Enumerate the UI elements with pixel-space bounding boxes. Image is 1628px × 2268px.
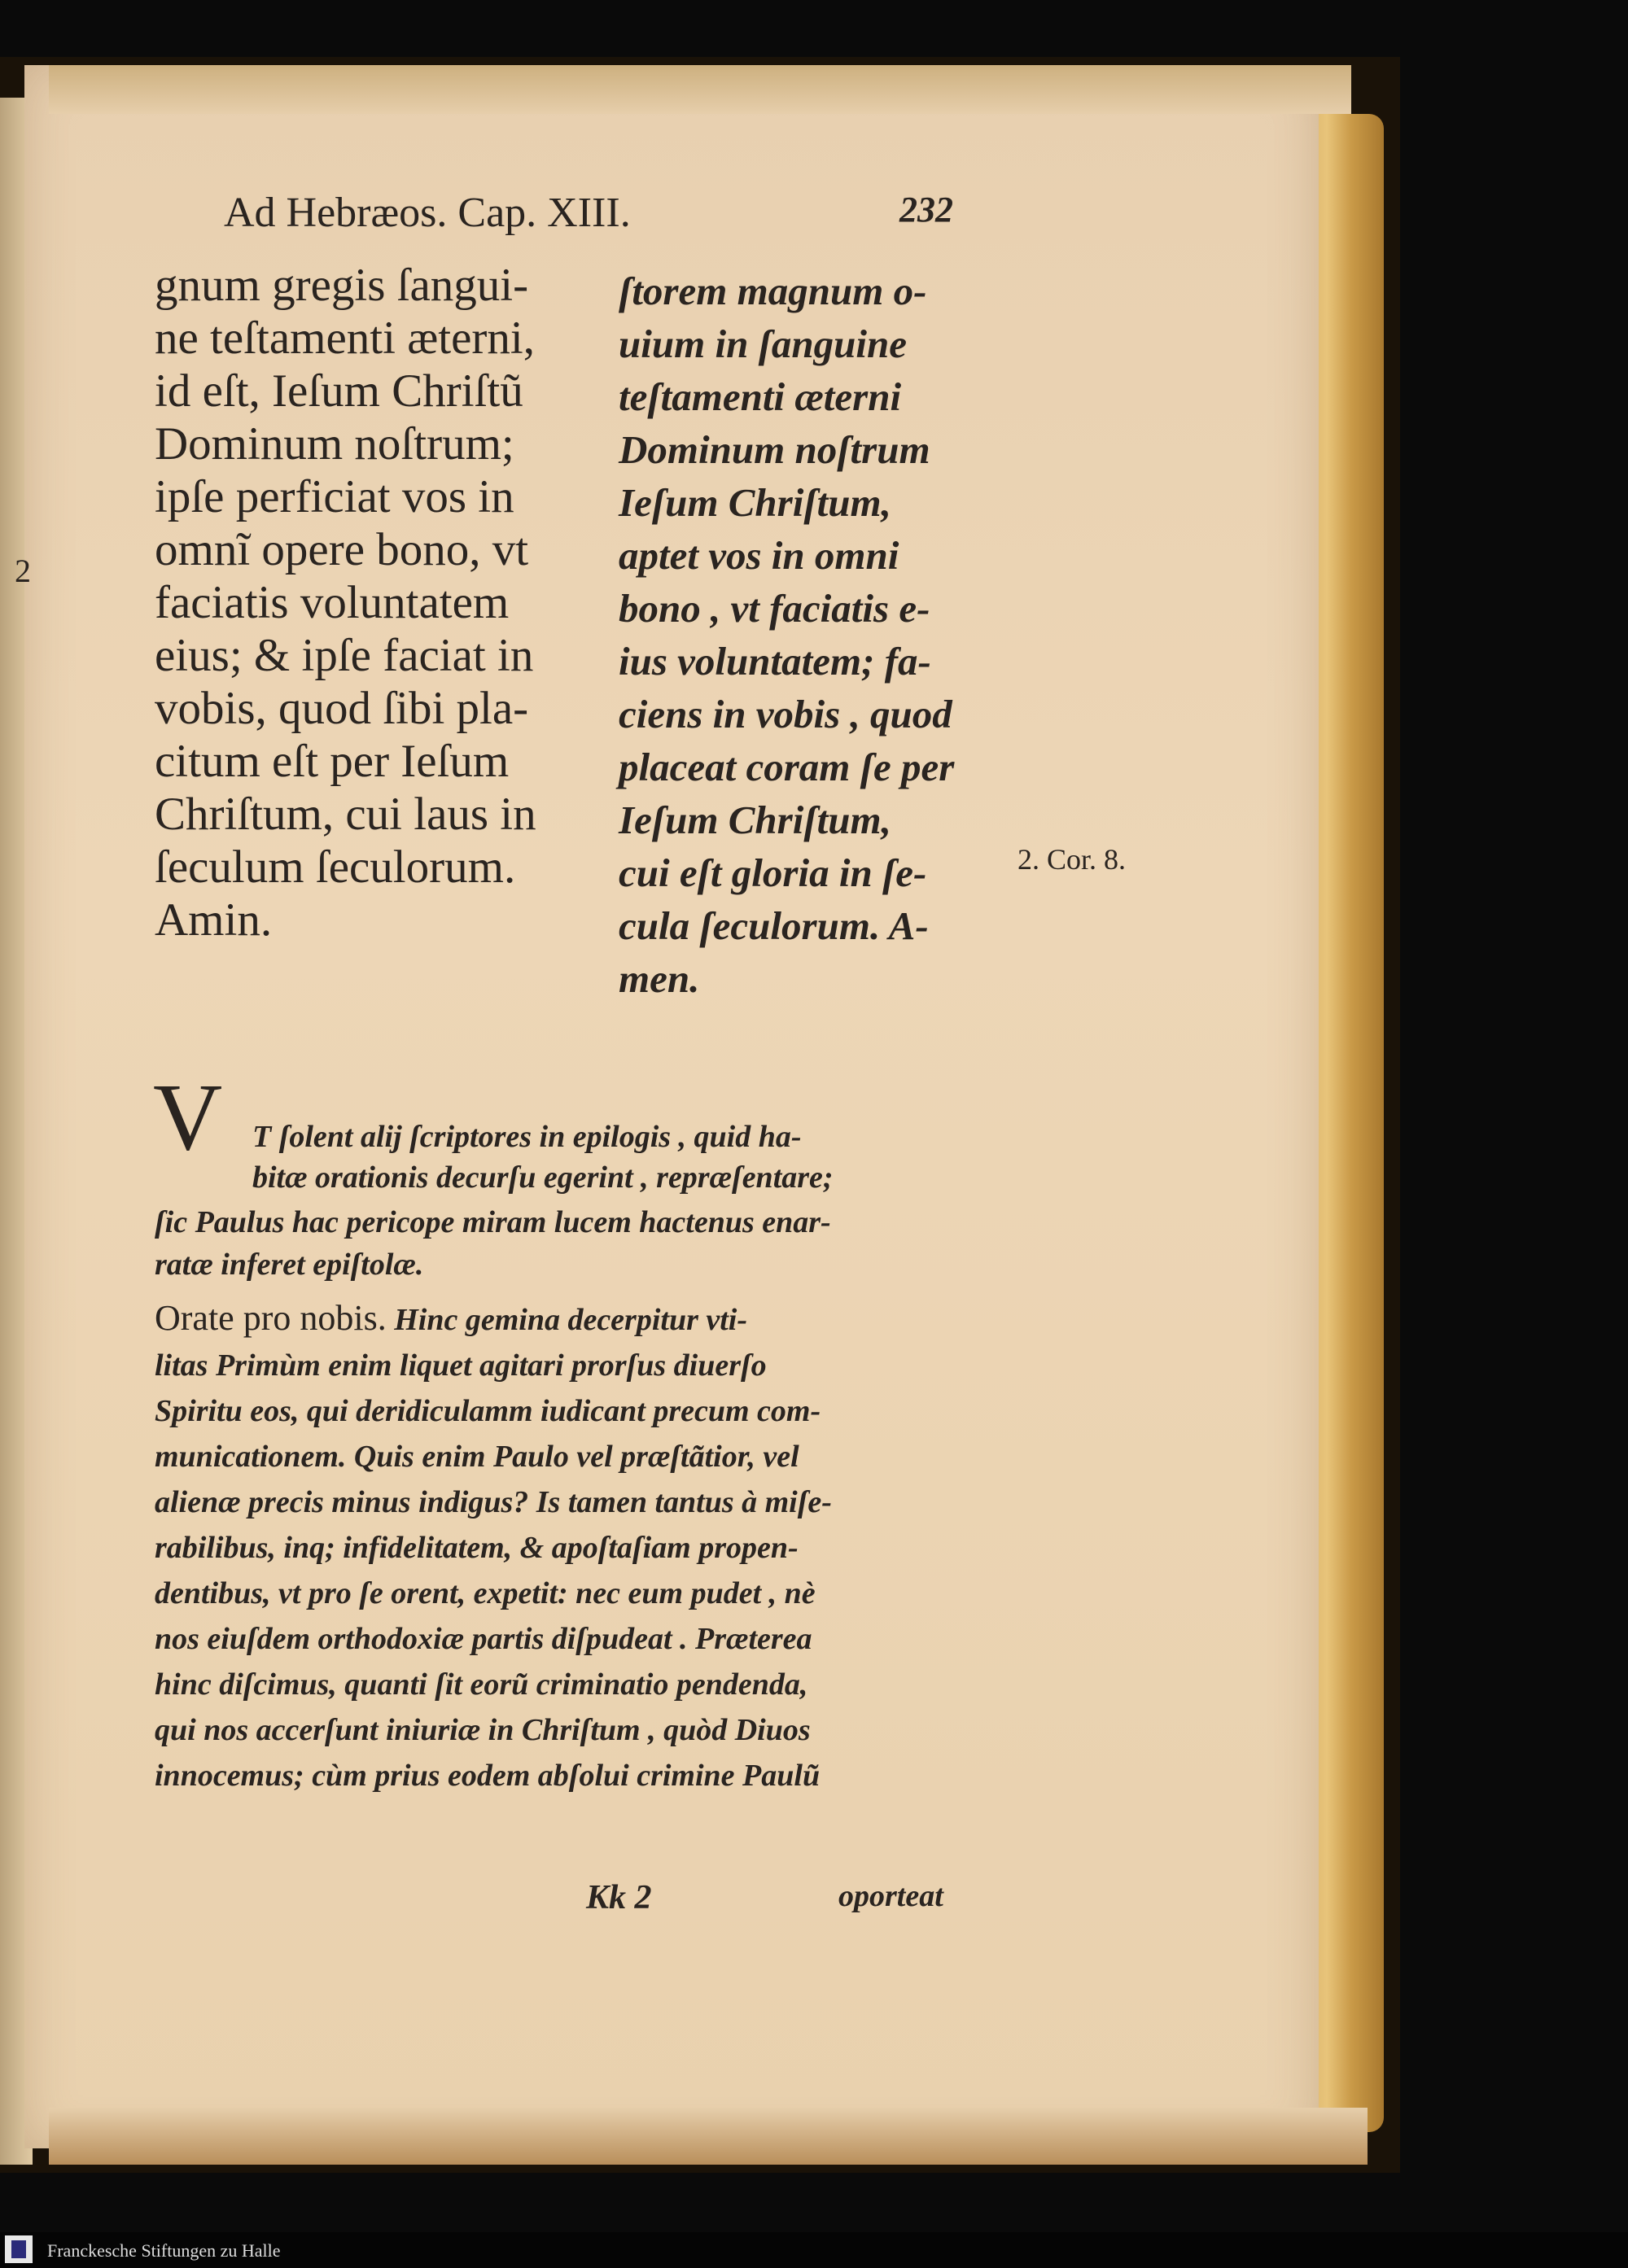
- right-line: ius voluntatem; fa-: [619, 639, 931, 684]
- right-line: Ieſum Chriſtum,: [619, 480, 891, 525]
- commentary-line: T ſolent alij ſcriptores in epilogis , quid ha-: [252, 1120, 802, 1154]
- commentary-line: ratæ inferet epiſtolæ.: [155, 1248, 424, 1282]
- commentary-line: qui nos accerſunt iniuriæ in Chriſtum , quòd Diuos: [155, 1713, 811, 1747]
- commentary-line: rabilibus, inq; infidelitatem, & apoſtaſiam propen-: [155, 1531, 799, 1565]
- left-line: faciatis voluntatem: [155, 577, 510, 628]
- left-line: ſeculum ſeculorum.: [155, 841, 516, 893]
- running-title: Ad Hebræos. Cap. XIII.: [224, 190, 631, 236]
- left-line: eius; & ipſe faciat in: [155, 630, 534, 681]
- page-bottom-edge: [49, 2108, 1368, 2165]
- commentary-line: dentibus, vt pro ſe orent, expetit: nec eum pudet , nè: [155, 1576, 816, 1610]
- commentary-line: hinc diſcimus, quanti ſit eorũ criminatio pendenda,: [155, 1667, 808, 1702]
- commentary-line: innocemus; cùm prius eodem abſolui crimine Paulũ: [155, 1759, 821, 1793]
- left-line: Amin.: [155, 894, 273, 946]
- commentary-paragraph-1: [252, 1117, 834, 1198]
- left-line: Chriſtum, cui laus in: [155, 789, 536, 840]
- left-line: omnĩ opere bono, vt: [155, 524, 529, 575]
- right-line: aptet vos in omni: [619, 533, 899, 578]
- left-line: citum eſt per Ieſum: [155, 736, 510, 787]
- commentary-line: [155, 1296, 832, 1343]
- right-line: Ieſum Chriſtum,: [619, 798, 891, 842]
- commentary-line: Spiritu eos, qui deridiculamm iudicant precum com-: [155, 1394, 821, 1428]
- commentary-line: litas Primùm enim liquet agitari prorſus diuerſo: [155, 1348, 767, 1383]
- latin-text-right-column: [619, 264, 954, 1005]
- right-line: ſtorem magnum o-: [619, 269, 927, 313]
- right-line: men.: [619, 956, 700, 1001]
- commentary-line: alienæ precis minus indigus? Is tamen tantus à miſe-: [155, 1485, 832, 1519]
- left-line: Dominum noſtrum;: [155, 418, 514, 470]
- right-line: Dominum noſtrum: [619, 427, 930, 472]
- left-line: gnum gregis ſangui-: [155, 260, 529, 311]
- margin-mark: 2: [15, 553, 31, 589]
- commentary-paragraph-2: [155, 1296, 832, 1798]
- right-line: cui eſt gloria in ſe-: [619, 850, 927, 895]
- latin-text-left-column: [155, 259, 536, 946]
- left-line: ipſe perficiat vos in: [155, 471, 514, 522]
- drop-capital: V: [153, 1064, 223, 1170]
- lemma-text: Orate pro nobis.: [155, 1298, 387, 1338]
- catchword: oporteat: [838, 1879, 943, 1913]
- commentary-line: municationem. Quis enim Paulo vel præſtãtior, vel: [155, 1440, 799, 1474]
- institution-label: Franckesche Stiftungen zu Halle: [47, 2240, 281, 2261]
- right-line: teſtamenti æterni: [619, 374, 902, 419]
- right-line: placeat coram ſe per: [619, 745, 955, 789]
- right-line: cula ſeculorum. A-: [619, 903, 929, 948]
- left-line: vobis, quod ſibi pla-: [155, 683, 529, 734]
- commentary-paragraph-1-continued: [155, 1201, 831, 1286]
- commentary-line: bitæ orationis decurſu egerint , repræſentare;: [252, 1160, 834, 1195]
- signature-mark: Kk 2: [586, 1879, 652, 1916]
- commentary-line-text: Hinc gemina decerpitur vti-: [386, 1303, 748, 1337]
- right-line: uium in ſanguine: [619, 321, 908, 366]
- institution-logo-icon: [5, 2235, 33, 2263]
- right-line: ciens in vobis , quod: [619, 692, 952, 736]
- commentary-line: nos eiuſdem orthodoxiæ partis diſpudeat . Præterea: [155, 1622, 812, 1656]
- page-top-edge: [49, 65, 1351, 114]
- commentary-line: ſic Paulus hac pericope miram lucem hactenus enar-: [155, 1205, 831, 1239]
- page-number: 232: [899, 190, 953, 229]
- left-line: ne teſtamenti æterni,: [155, 312, 535, 364]
- margin-reference: 2. Cor. 8.: [1017, 843, 1127, 876]
- left-line: id eſt, Ieſum Chriſtũ: [155, 365, 523, 417]
- right-line: bono , vt faciatis e-: [619, 586, 930, 631]
